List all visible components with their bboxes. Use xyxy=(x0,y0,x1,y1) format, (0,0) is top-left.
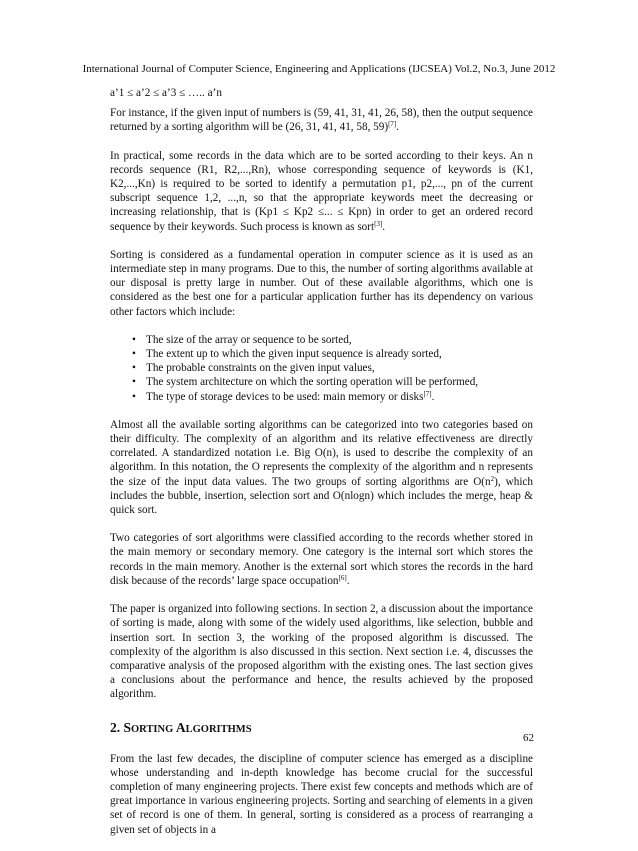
list-item-text: The extent up to which the given input sequence is already sorted, xyxy=(146,348,442,361)
list-item-text: The type of storage devices to be used: main memory or disks xyxy=(146,390,424,403)
paragraph-text-cont: ), which includes the bubble, insertion, selection sort and O(nlogn) which includes the merge, heap & quick sort. xyxy=(110,475,533,517)
section-number: 2. xyxy=(110,719,124,735)
section-title-part: A xyxy=(175,719,186,735)
paragraph-complexity xyxy=(110,418,533,517)
citation: [7] xyxy=(423,389,432,398)
section-title-part: ORTING xyxy=(131,723,176,735)
list-item xyxy=(132,347,533,361)
superscript: 2 xyxy=(490,474,495,483)
bullet-icon: • xyxy=(132,376,136,389)
list-item-text: The probable constraints on the given input values, xyxy=(146,362,375,375)
paragraph-text: Almost all the available sorting algorithms can be categorized into two categories based on their difficulty. The complexity of an algorithm and its relative effectiveness are directly correlated. A standardized notation i.e. Big O(n), is used to describe the complexity of an algorithm. In this notation, the O represents the complexity of the algorithm and n represents the size of the input data values. The two groups of sorting algorithms are O(n xyxy=(110,418,533,488)
factor-list xyxy=(110,333,533,404)
paragraph-discipline: From the last few decades, the discipline of computer science has emerged as a discipline whose understanding and in-depth knowledge has become crucial for the successful completion of many engineering projects. There exist few concepts and methods which are of great importance in various engineering projects. Sorting and searching of elements in a given set of record is one of them. In general, sorting is considered as a process of rearranging a given set of objects in a xyxy=(110,752,533,836)
page-body xyxy=(110,86,533,851)
paragraph-tail: . xyxy=(382,220,386,233)
running-header: International Journal of Computer Science, Engineering and Applications (IJCSEA) Vol.2, No.3, June 2012 xyxy=(82,63,556,75)
section-heading xyxy=(110,720,533,738)
list-item xyxy=(132,375,533,389)
section-title-part: S xyxy=(123,719,132,735)
paragraph-tail: . xyxy=(396,121,400,134)
page-number: 62 xyxy=(523,732,534,744)
list-item-text: The size of the array or sequence to be sorted, xyxy=(146,333,352,346)
bullet-icon: • xyxy=(132,362,136,375)
list-item xyxy=(132,333,533,347)
bullet-icon: • xyxy=(132,348,136,361)
citation: [6] xyxy=(338,573,347,582)
bullet-icon: • xyxy=(132,390,136,403)
paragraph-text: Two categories of sort algorithms were classified according to the records whether stored in the main memory or secondary memory. One category is the internal sort which stores the records in the main memory. Another is the external sort which stores the records in the hard disk because of the records’ large space occupation xyxy=(110,532,533,587)
paragraph-fundamental: Sorting is considered as a fundamental operation in computer science as it is used as an intermediate step in many programs. Due to this, the number of sorting algorithms available at our disposal is pretty large in number. Out of these available algorithms, which one is considered as the best one for a particular application further has its dependency on various other factors which include: xyxy=(110,248,533,318)
list-item xyxy=(132,361,533,375)
paragraph-categories xyxy=(110,531,533,588)
section-title-part: LGORITHMS xyxy=(185,723,252,735)
paragraph-records xyxy=(110,149,533,234)
paragraph-organization: The paper is organized into following sections. In section 2, a discussion about the importance of sorting is made, along with some of the widely used algorithms, like selection, bubble and insertion sort. In section 3, the working of the proposed algorithm is discussed. The complexity of the algorithm is also discussed in this section. Next section i.e. 4, discusses the comparative analysis of the proposed algorithm with the existing ones. The last section gives a conclusions about the performance and hence, the results achieved by the proposed algorithm. xyxy=(110,603,533,701)
formula-line: a’1 ≤ a’2 ≤ a’3 ≤ ….. a’n xyxy=(110,87,222,99)
citation: [3] xyxy=(374,219,383,228)
paragraph-text: For instance, if the given input of numbers is (59, 41, 31, 41, 26, 58), then the output sequence returned by a sorting algorithm will be (26, 31, 41, 41, 58, 59) xyxy=(110,107,533,134)
list-item-text: The system architecture on which the sorting operation will be performed, xyxy=(146,376,479,389)
paragraph-text: In practical, some records in the data which are to be sorted according to their keys. An n records sequence (R1, R2,...,Rn), whose corresponding sequence of keywords is (K1, K2,...,Kn) is required to be sorted to identify a permutation p1, p2,..., pn of the current subscript sequence 1,2, ...,n, so that the appropriate keywords meet the decreasing or increasing relationship, that is (Kp1 ≤ Kp2 ≤... ≤ Kpn) in order to get an ordered record sequence by their keywords. Such process is known as sort xyxy=(110,149,533,233)
paragraph-sorting-example xyxy=(110,106,533,134)
list-item xyxy=(132,390,533,404)
citation: [7] xyxy=(388,120,397,129)
list-item-tail: . xyxy=(431,390,435,403)
paragraph-tail: . xyxy=(346,574,350,587)
bullet-icon: • xyxy=(132,333,136,346)
